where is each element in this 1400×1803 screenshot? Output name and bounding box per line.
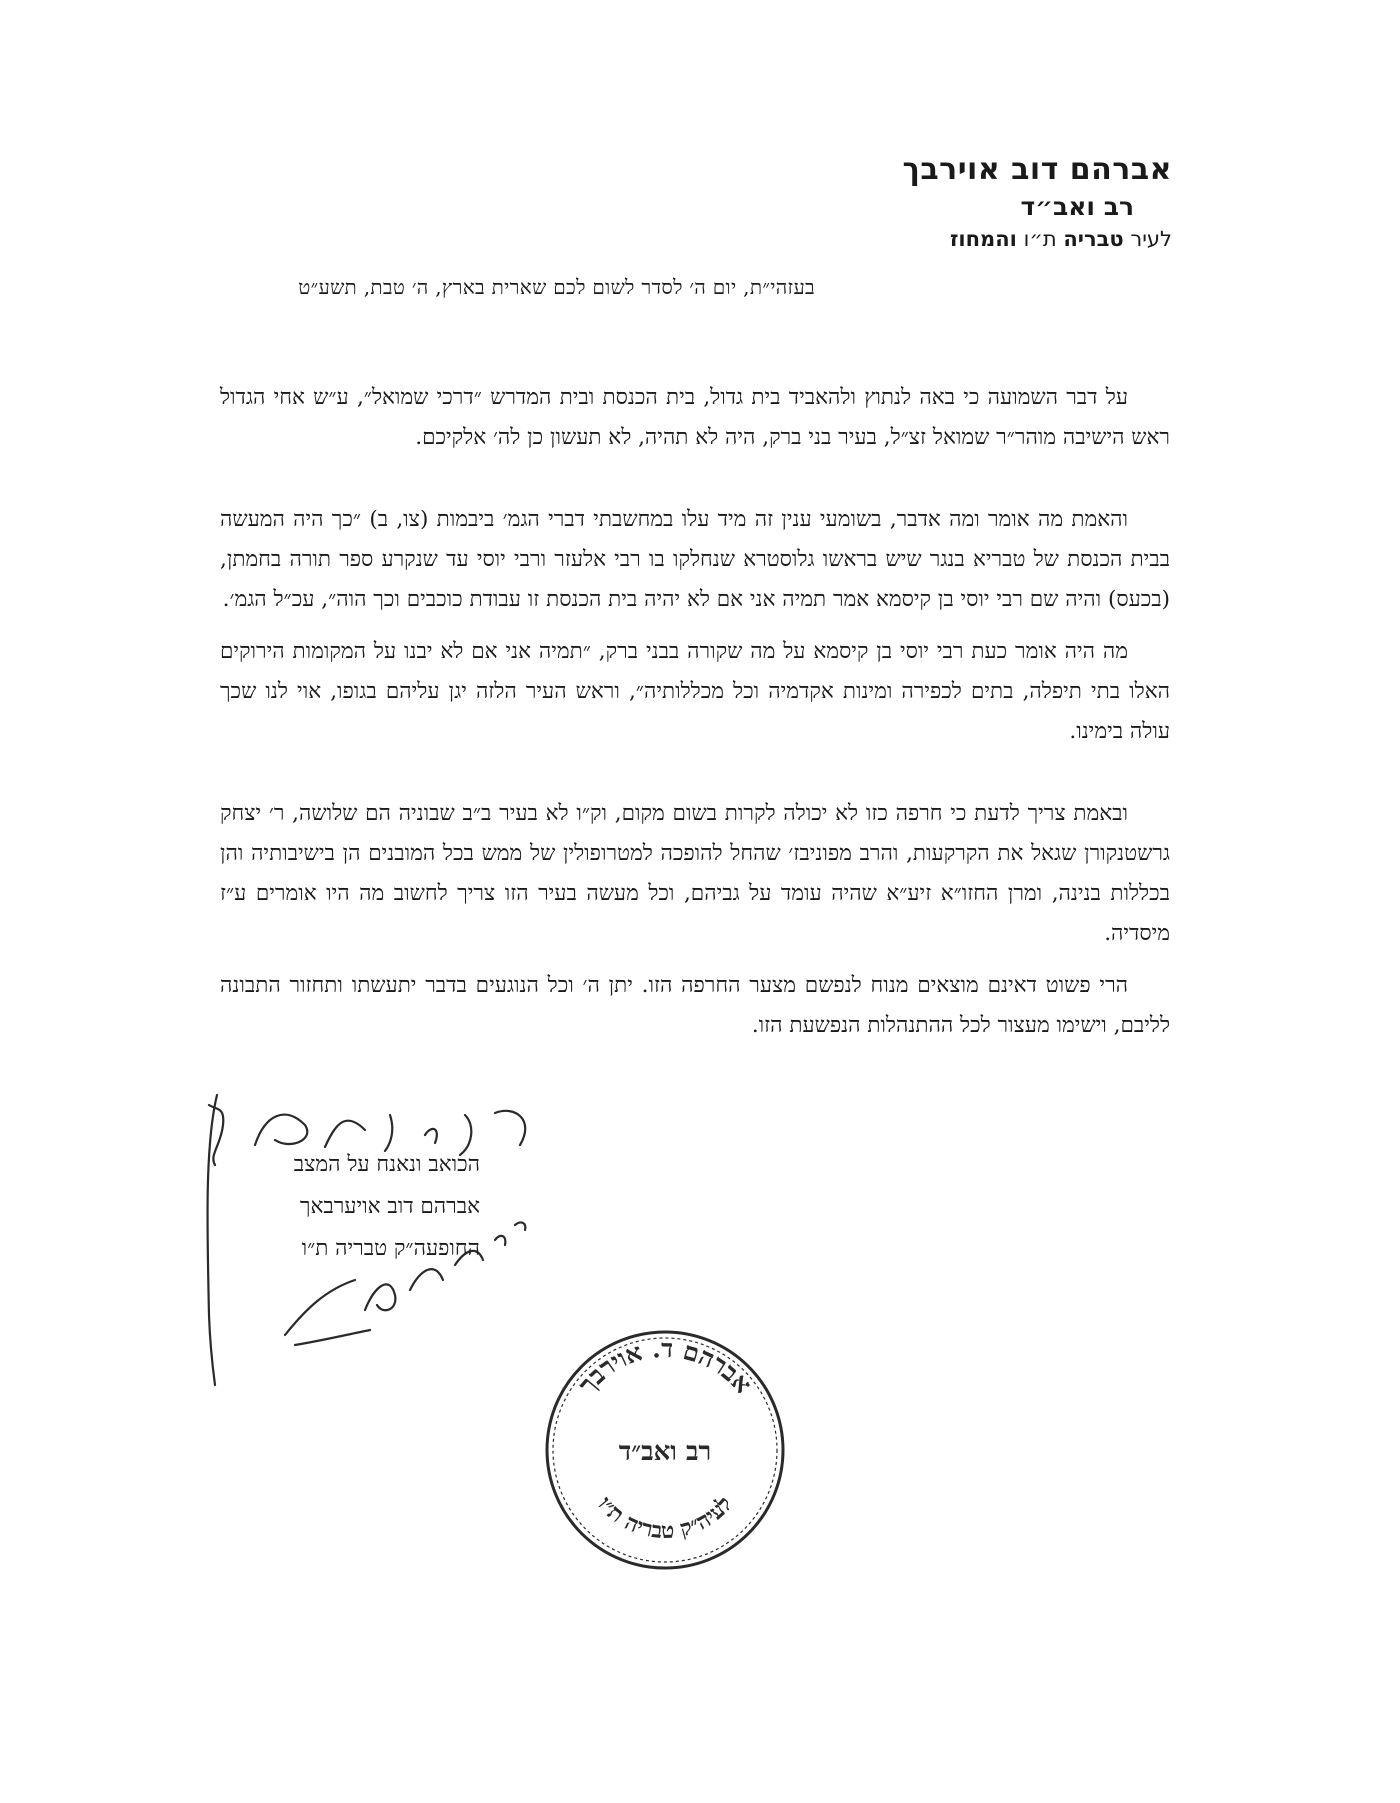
seal-inner-text: רב ואב״ד bbox=[618, 1437, 712, 1467]
paragraph-2: והאמת מה אומר ומה אדבר, בשומעי ענין זה מיד עלו במחשבתי דברי הגמ׳ ביבמות (צו, ב) ״כך היה המעשה בבית הכנסת של טבריא בנגר שיש בראשו גלוסטרא שנחלקו בו רבי אלעזר ורבי יוסי עד שנקרע ספר תורה בחמתן,(בכעס) והיה שם רבי יוסי בן קיסמא אמר תמיה אני אם לא יהיה בית הכנסת זו עבודת כוכבים וכך הוה״, עכ״ל הגמ׳. bbox=[220, 507, 1170, 612]
signature-line-2: אברהם דוב אויערבאך bbox=[299, 1194, 480, 1219]
letterhead-city-name: טבריה bbox=[1063, 227, 1124, 251]
letterhead-title: רב ואב״ד bbox=[1020, 192, 1134, 221]
signature-line-1: הכואב ונאנח על המצב bbox=[293, 1152, 480, 1177]
letter-body bbox=[220, 378, 1170, 1046]
letterhead-city-suffix: והמחוז bbox=[950, 227, 1017, 251]
rabbinical-seal bbox=[540, 1325, 790, 1575]
seal-bottom-text: לעיה״ק טבריה ת״ו bbox=[592, 1491, 738, 1545]
letterhead bbox=[903, 150, 1172, 254]
svg-text:אברהם ד. אוירבך bbox=[572, 1334, 757, 1399]
paragraph-3: מה היה אומר כעת רבי יוסי בן קיסמא על מה שקורה בבני ברק, ״תמיה אני אם לא יבנו על המקומות הירוקים האלו בתי תיפלה, בתים לכפירה ומינות אקדמיה וכל מכללותיה״, וראש העיר הלזה יגן עליהם בגופו, אוי לנו שכך עולה בימינו. bbox=[220, 639, 1170, 744]
svg-text:לעיה״ק טבריה ת״ו bbox=[592, 1491, 738, 1544]
letterhead-city bbox=[903, 224, 1172, 254]
signature-block bbox=[294, 1144, 480, 1270]
paragraph-4: ובאמת צריך לדעת כי חרפה כזו לא יכולה לקרות בשום מקום, וק״ו לא בעיר ב״ב שבוניה הם שלושה, ר׳ יצחק גרשטנקורן שגאל את הקרקעות, והרב מפוניבז׳ שהחל להופכה למטרופולין של ממש בכל המובנים הן בישיבותיה והן בכללות בנינה, ומרן החזו״א זיע״א שהיה עומד על גביהם, וכל מעשה בעיר הזו צריך לחשוב מה היו אומרים ע״ז מיסדיה. bbox=[220, 801, 1170, 946]
letterhead-city-prefix: לעיר bbox=[1130, 227, 1172, 251]
paragraph-1: על דבר השמועה כי באה לנתוץ ולהאביד בית גדול, בית הכנסת ובית המדרש ״דרכי שמואל״, ע״ש אחי הגדול ראש הישיבה מוהר״ר שמואל זצ״ל, בעיר בני ברק, היה לא תהיה, לא תעשון כן לה׳ אלקיכם. bbox=[220, 385, 1170, 450]
letterhead-city-mid: ת״ו bbox=[1023, 227, 1057, 251]
signature-line-3: החופעה״ק טבריה ת״ו bbox=[301, 1236, 480, 1261]
seal-outer-text: אברהם ד. אוירבך bbox=[572, 1333, 758, 1399]
paragraph-5: הרי פשוט דאינם מוצאים מנוח לנפשם מצער החרפה הזו. יתן ה׳ וכל הנוגעים בדבר יתעשתו ותחזור התבונה לליבם, וישימו מעצור לכל ההתנהלות הנפשעת הזו. bbox=[220, 973, 1170, 1038]
dateline: בעזהי״ת, יום ה׳ לסדר לשום לכם שארית בארץ, ה׳ טבת, תשע״ט bbox=[298, 275, 815, 299]
letterhead-name: אברהם דוב אוירבך bbox=[902, 152, 1172, 187]
